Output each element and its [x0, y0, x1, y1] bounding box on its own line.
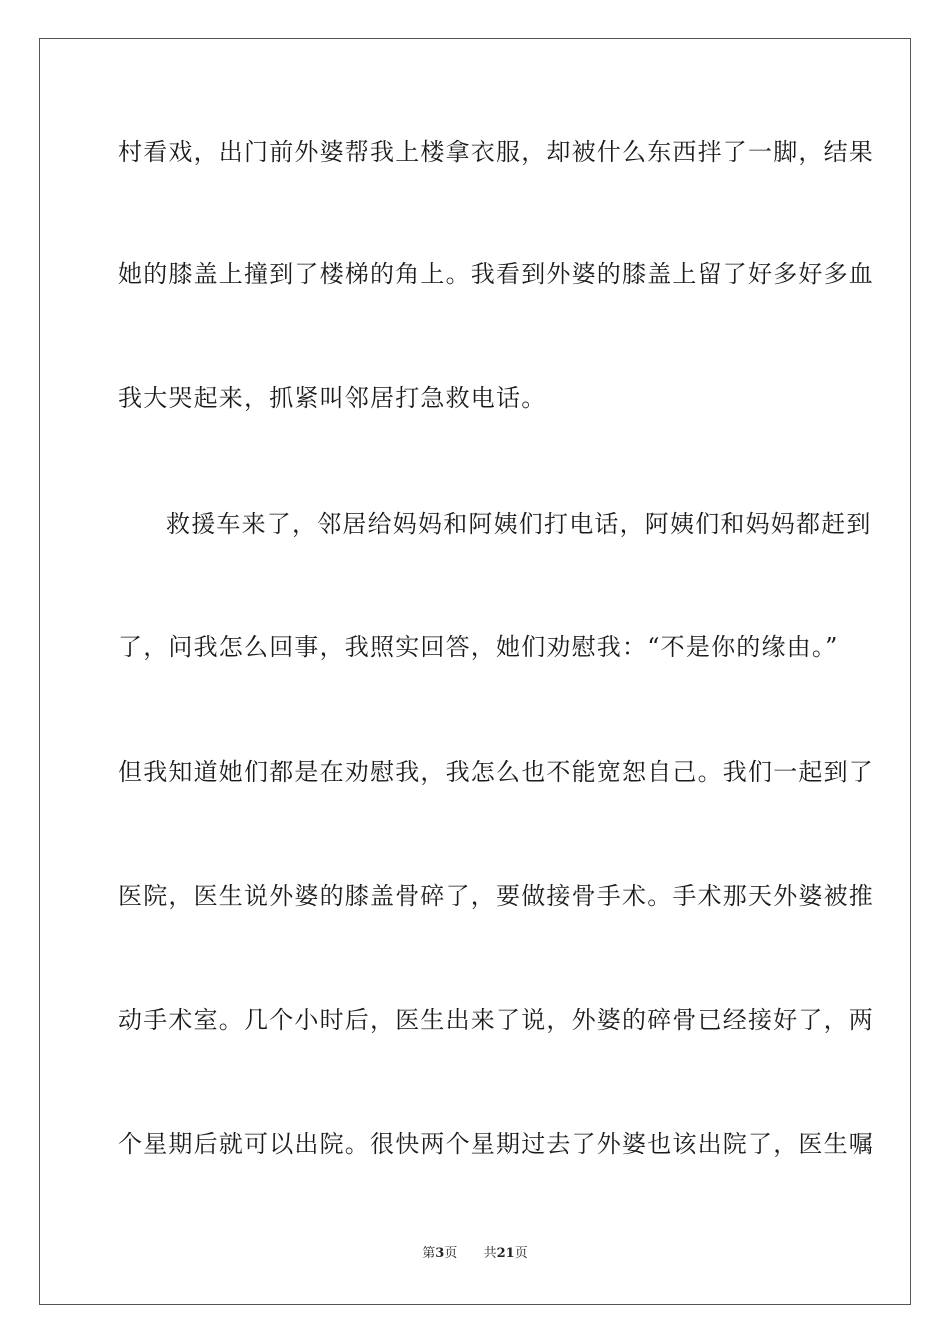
total-pages-indicator — [484, 1245, 528, 1263]
total-pages: 21 — [496, 1246, 515, 1261]
text-line-9: 个星期后就可以出院。很快两个星期过去了外婆也该出院了，医生嘱 — [118, 1130, 874, 1158]
text-line-8: 动手术室。几个小时后，医生出来了说，外婆的碎骨已经接好了，两 — [118, 1006, 874, 1034]
total-prefix: 共 — [483, 1246, 497, 1261]
text-line-6: 但我知道她们都是在劝慰我，我怎么也不能宽恕自己。我们一起到了 — [118, 758, 874, 786]
text-line-3: 我大哭起来，抓紧叫邻居打急救电话。 — [118, 384, 547, 412]
text-line-2: 她的膝盖上撞到了楼梯的角上。我看到外婆的膝盖上留了好多好多血 — [118, 260, 874, 288]
page-indicator — [422, 1245, 457, 1263]
text-line-7: 医院，医生说外婆的膝盖骨碎了，要做接骨手术。手术那天外婆被推 — [118, 882, 874, 910]
text-line-1: 村看戏，出门前外婆帮我上楼拿衣服，却被什么东西拌了一脚，结果 — [118, 138, 874, 166]
page-border — [39, 38, 911, 1305]
text-line-5: 了，问我怎么回事，我照实回答，她们劝慰我：“不是你的缘由。” — [118, 633, 839, 661]
page-footer — [0, 1245, 950, 1263]
total-suffix: 页 — [514, 1246, 528, 1261]
text-line-4: 救援车来了，邻居给妈妈和阿姨们打电话，阿姨们和妈妈都赶到 — [166, 510, 872, 538]
page-suffix: 页 — [444, 1246, 458, 1261]
page-prefix: 第 — [422, 1246, 436, 1261]
page-number: 3 — [435, 1246, 445, 1261]
